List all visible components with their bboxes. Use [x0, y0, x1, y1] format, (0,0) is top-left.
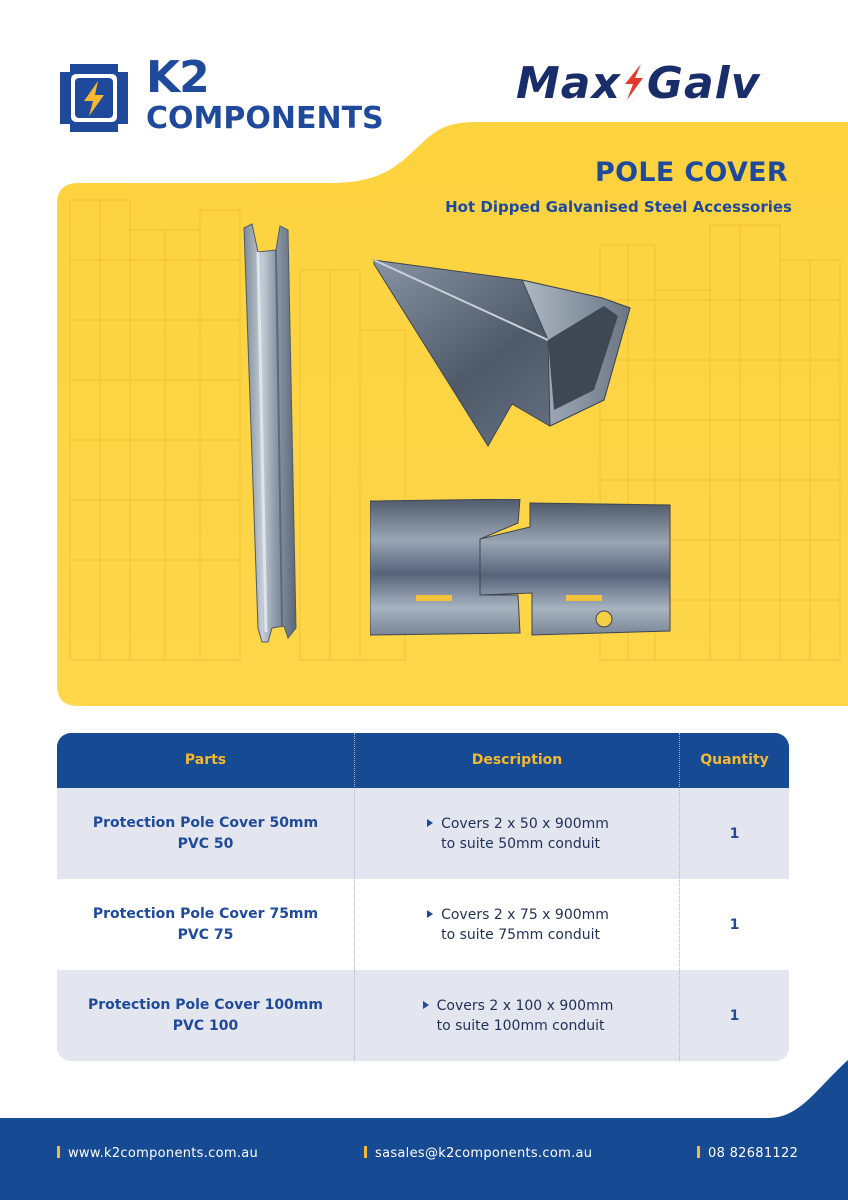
part-name: Protection Pole Cover 50mm — [92, 814, 319, 831]
header-description: Description — [471, 752, 563, 768]
product-image-long-cover — [236, 222, 308, 646]
quantity-cell: 1 — [729, 916, 740, 933]
parts-table — [57, 733, 789, 1061]
accent-bar — [697, 1146, 700, 1158]
bullet-arrow-icon — [427, 819, 433, 827]
part-name: Protection Pole Cover 100mm — [88, 996, 323, 1013]
email-link[interactable]: sasales@k2components.com.au — [375, 1146, 593, 1161]
quantity-cell: 1 — [729, 825, 740, 842]
maxgalv-logo — [516, 58, 796, 114]
part-name: Protection Pole Cover 75mm — [92, 905, 319, 922]
description-line: to suite 100mm conduit — [436, 1017, 605, 1034]
accent-bar — [57, 1146, 60, 1158]
product-image-angled-cover — [372, 250, 632, 448]
maxgalv-left: Max — [516, 58, 621, 109]
website-link[interactable]: www.k2components.com.au — [68, 1146, 259, 1161]
description-cell — [355, 970, 679, 1061]
part-cell — [57, 788, 354, 879]
bullet-arrow-icon — [427, 910, 433, 918]
column-divider — [679, 733, 680, 1061]
footer-website[interactable] — [57, 1146, 258, 1161]
footer-phone[interactable] — [697, 1146, 798, 1161]
part-cell — [57, 879, 354, 970]
column-divider — [354, 733, 355, 1061]
quantity-cell: 1 — [729, 1007, 740, 1024]
phone-link[interactable]: 08 82681122 — [708, 1146, 799, 1161]
product-image-cover-pieces — [370, 499, 672, 637]
description-line: Covers 2 x 100 x 900mm — [436, 997, 614, 1014]
part-code: PVC 100 — [172, 1017, 239, 1034]
header-parts: Parts — [184, 752, 227, 768]
maxgalv-right: Galv — [646, 58, 761, 109]
k2-brand-subtitle: COMPONENTS — [146, 101, 384, 136]
description-line: Covers 2 x 75 x 900mm — [441, 906, 609, 923]
description-line: Covers 2 x 50 x 900mm — [441, 815, 609, 832]
k2-brand-name: K2 — [146, 52, 209, 103]
accent-bar — [364, 1146, 367, 1158]
description-cell — [355, 788, 679, 879]
description-cell — [355, 879, 679, 970]
description-line: to suite 75mm conduit — [441, 926, 601, 943]
part-code: PVC 75 — [177, 926, 234, 943]
k2-lightning-logo-icon — [56, 60, 132, 136]
page-subtitle: Hot Dipped Galvanised Steel Accessories — [445, 198, 792, 216]
k2-components-logo — [56, 52, 416, 140]
header-quantity: Quantity — [700, 752, 769, 768]
bullet-arrow-icon — [423, 1001, 429, 1009]
part-cell — [57, 970, 354, 1061]
part-code: PVC 50 — [177, 835, 234, 852]
maxgalv-bolt-icon — [621, 62, 647, 102]
description-line: to suite 50mm conduit — [441, 835, 601, 852]
footer-email[interactable] — [364, 1146, 592, 1161]
page-title: POLE COVER — [595, 157, 788, 188]
footer-background — [0, 1060, 848, 1200]
